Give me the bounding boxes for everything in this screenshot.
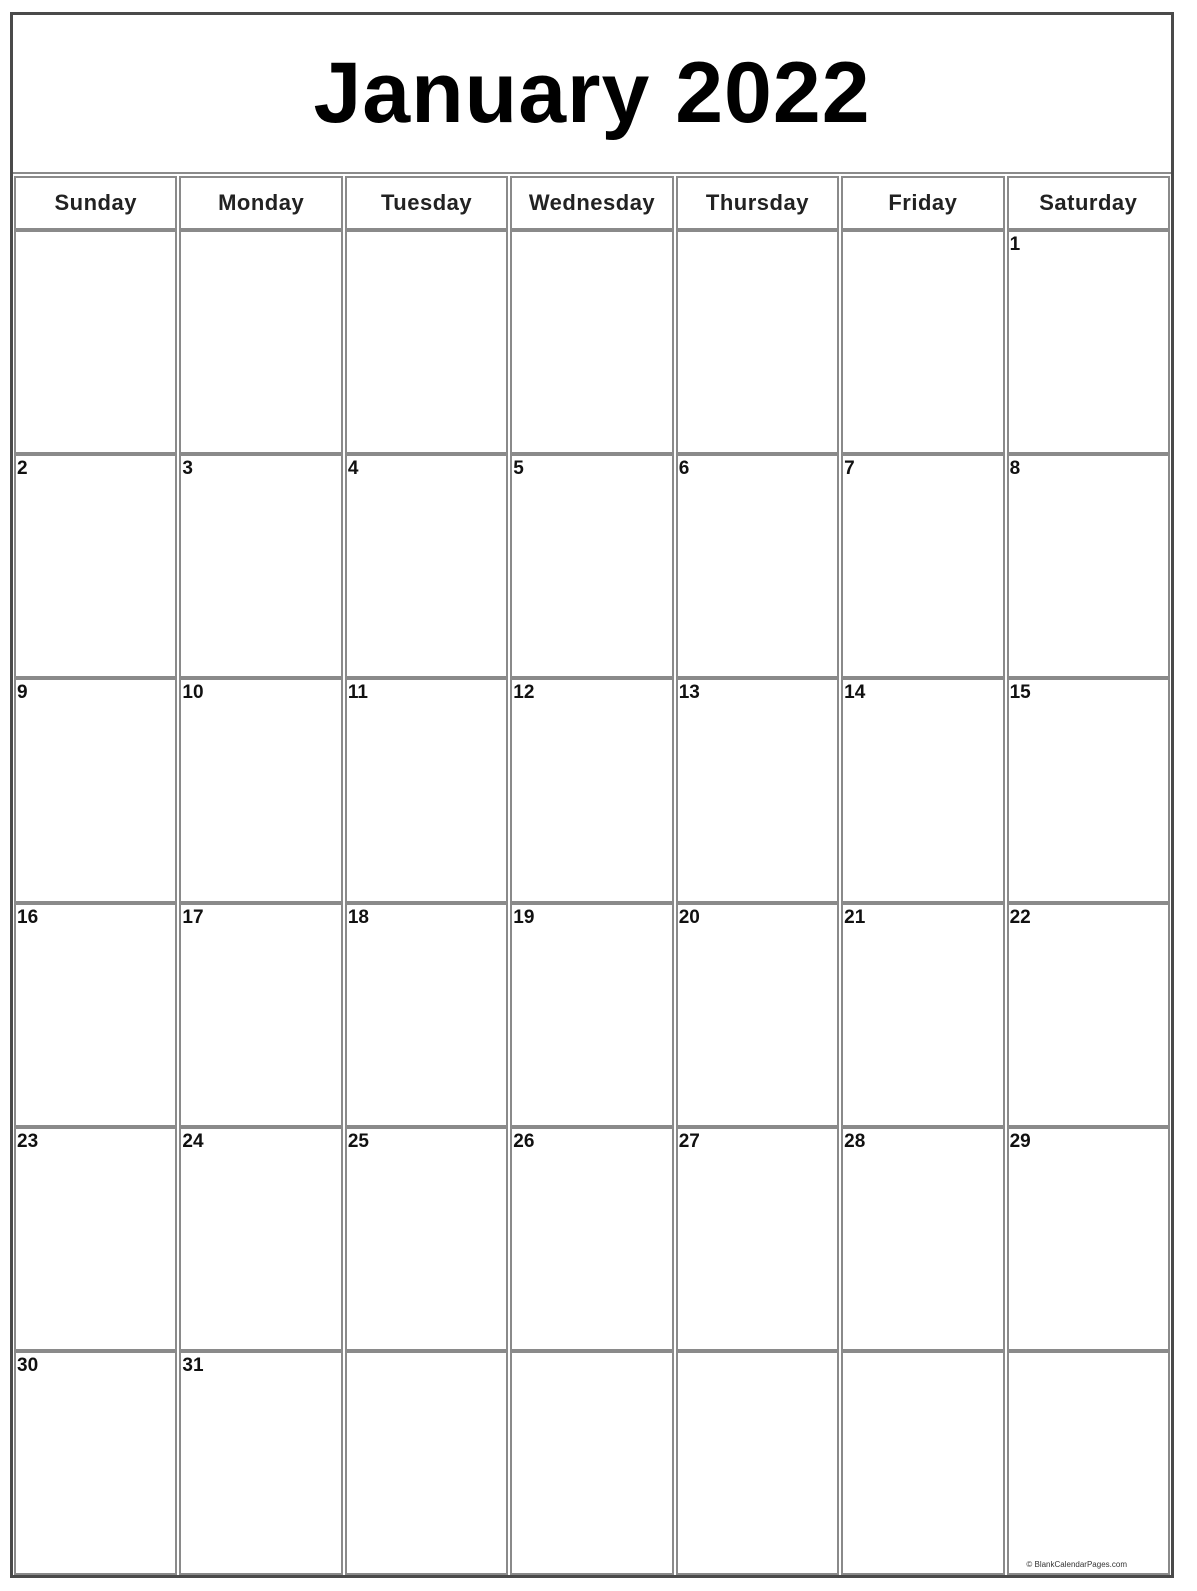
day-number: 26 xyxy=(513,1130,535,1152)
day-cell[interactable] xyxy=(345,1127,508,1351)
day-cell[interactable] xyxy=(841,230,1004,454)
day-number: 21 xyxy=(844,906,866,928)
day-cell[interactable] xyxy=(1007,1127,1170,1351)
copyright-credit: © BlankCalendarPages.com xyxy=(1026,1560,1127,1569)
weekday-saturday: Saturday xyxy=(1007,176,1170,230)
day-cell[interactable] xyxy=(14,903,177,1127)
weekday-header-row xyxy=(13,176,1171,230)
day-number: 7 xyxy=(844,458,855,480)
day-cell[interactable] xyxy=(14,678,177,902)
weekday-thursday: Thursday xyxy=(676,176,839,230)
day-number: 19 xyxy=(513,906,535,928)
day-cell[interactable] xyxy=(345,454,508,678)
day-cells xyxy=(13,230,1171,1575)
day-number: 23 xyxy=(17,1130,39,1152)
day-cell[interactable] xyxy=(841,454,1004,678)
day-cell[interactable] xyxy=(179,454,342,678)
day-cell[interactable] xyxy=(510,1351,673,1575)
day-cell[interactable] xyxy=(676,454,839,678)
weekday-monday: Monday xyxy=(179,176,342,230)
calendar-grid xyxy=(13,176,1171,1575)
day-cell[interactable] xyxy=(841,903,1004,1127)
weekday-wednesday: Wednesday xyxy=(510,176,673,230)
day-number: 28 xyxy=(844,1130,866,1152)
day-number: 24 xyxy=(182,1130,204,1152)
weekday-tuesday: Tuesday xyxy=(345,176,508,230)
day-cell[interactable] xyxy=(510,903,673,1127)
day-cell[interactable] xyxy=(676,1127,839,1351)
day-number: 5 xyxy=(513,458,524,480)
day-number: 1 xyxy=(1009,234,1021,255)
day-cell[interactable] xyxy=(676,678,839,902)
day-number: 17 xyxy=(182,906,204,928)
day-cell[interactable] xyxy=(179,903,342,1127)
day-number: 29 xyxy=(1009,1130,1031,1152)
day-number: 30 xyxy=(17,1354,39,1376)
day-cell[interactable] xyxy=(14,1127,177,1351)
day-number: 25 xyxy=(347,1130,369,1152)
day-cell[interactable] xyxy=(1007,230,1170,454)
day-cell[interactable] xyxy=(345,903,508,1127)
day-number: 22 xyxy=(1009,906,1031,928)
weekday-sunday: Sunday xyxy=(14,176,177,230)
day-number: 13 xyxy=(678,682,700,704)
weekday-friday: Friday xyxy=(841,176,1004,230)
day-cell[interactable] xyxy=(1007,678,1170,902)
day-number: 18 xyxy=(347,906,369,928)
day-cell[interactable] xyxy=(676,903,839,1127)
day-cell[interactable] xyxy=(14,1351,177,1575)
day-cell[interactable] xyxy=(179,230,342,454)
day-cell[interactable] xyxy=(14,454,177,678)
day-cell[interactable] xyxy=(510,678,673,902)
day-cell[interactable] xyxy=(676,230,839,454)
day-cell[interactable] xyxy=(345,678,508,902)
day-number: 11 xyxy=(347,682,368,704)
day-number: 14 xyxy=(844,682,866,704)
calendar-frame xyxy=(10,12,1174,1578)
day-number: 8 xyxy=(1009,458,1021,480)
calendar-title: January 2022 xyxy=(13,15,1171,174)
day-number: 4 xyxy=(347,458,359,480)
day-cell[interactable] xyxy=(1007,903,1170,1127)
day-number: 31 xyxy=(182,1354,204,1376)
day-number: 16 xyxy=(17,906,39,928)
day-number: 10 xyxy=(182,682,204,704)
day-number: 20 xyxy=(678,906,700,928)
day-cell[interactable] xyxy=(1007,1351,1170,1575)
day-cell[interactable] xyxy=(510,230,673,454)
day-cell[interactable] xyxy=(345,1351,508,1575)
day-cell[interactable] xyxy=(345,230,508,454)
day-cell[interactable] xyxy=(179,678,342,902)
day-cell[interactable] xyxy=(510,454,673,678)
day-cell[interactable] xyxy=(676,1351,839,1575)
day-cell[interactable] xyxy=(841,1127,1004,1351)
day-number: 15 xyxy=(1009,682,1031,704)
day-number: 2 xyxy=(17,458,28,480)
day-cell[interactable] xyxy=(179,1351,342,1575)
day-cell[interactable] xyxy=(1007,454,1170,678)
day-cell[interactable] xyxy=(179,1127,342,1351)
day-cell[interactable] xyxy=(510,1127,673,1351)
day-number: 6 xyxy=(678,458,690,480)
day-number: 27 xyxy=(678,1130,700,1152)
day-cell[interactable] xyxy=(841,678,1004,902)
day-cell[interactable] xyxy=(14,230,177,454)
day-number: 3 xyxy=(182,458,193,480)
day-number: 9 xyxy=(17,682,28,704)
day-number: 12 xyxy=(513,682,535,704)
day-cell[interactable] xyxy=(841,1351,1004,1575)
